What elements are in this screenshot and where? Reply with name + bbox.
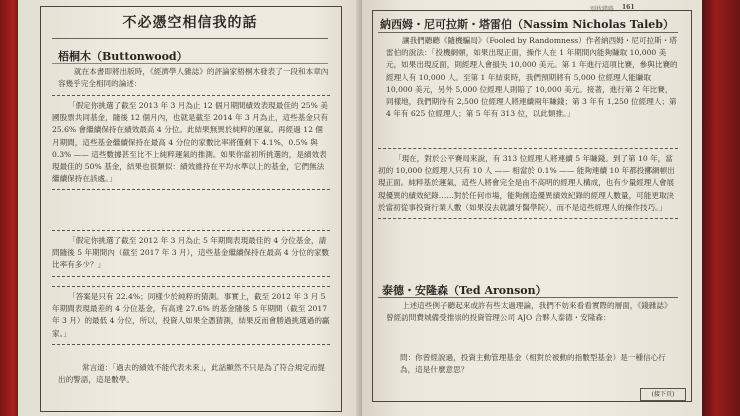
continued-next-page-label: (接下頁) [640,388,686,401]
heading-rule [52,63,328,64]
quote-block-3: 「答案是只有 22.4%；同樣少於純粹的猜測。事實上，截至 2012 年 3 月 5 年期間表現最差的 4 分位基金，有高達 27.6% 的基金隨後 5 年期間（截至 2017 年 3 月）的最低 4 分位，所以，投資人如果全憑猜測，結果反而會勝過挑選過的贏家。」 [52,286,330,345]
section-heading-aronson: 泰德・安隆森（Ted Aronson） [382,284,547,297]
intro-paragraph: 就在本書即將出版時，《經濟學人雜誌》的評論家梧桐木發表了一段和本章內容幾乎完全相同的論述： [58,67,329,89]
book-cover-right-edge [700,0,740,416]
section-heading-buttonwood: 梧桐木（Buttonwood） [58,50,188,63]
heading-rule-aronson [378,297,678,298]
quote-block-1: 「假定你挑選了截至 2013 年 3 月為止 12 個月期間績效表現最佳的 25% 美國股票共同基金，隨後 12 個月內，也就是截至 2014 年 3 月為止，這些基金只有 25.6% 會繼續保持在績效最高 4 分位。此結果無異於純粹的運氣。再經過 12 個月期間，這些基金繼續保持在最高 4 分位的家數比率將僅剩下 4.1%，0.5% 與 0.3% —— 這些數據甚至比不上純粹運氣的推測。如果你當初所挑選的，是績效表現最佳的 50% 基金，結果也很類似：績效維持在平均水準以上的基金，它們無法繼續保持在該處。」 [52,95,330,190]
page-number: 161 [622,4,635,11]
running-head: 別找錯路 [590,6,615,13]
heading-rule-taleb [378,32,678,33]
aronson-intro-paragraph: 上述這些例子聽起來或許有些太過理論，我們不妨來看看實際的層面，《錢雜誌》曾經訪問費城備受推崇的投資管理公司 AJO 合夥人泰德・安隆森： [386,301,672,323]
section-heading-taleb: 納西姆・尼可拉斯・塔雷伯（Nassim Nicholas Taleb） [380,18,674,31]
taleb-intro-paragraph: 讓我們聽聽《隨機騙局》（Fooled by Randomness）作者納西姆・尼可拉斯・塔雷伯的說法：「投機網頓，如果出現正面，操作人在 1 年期間內能夠賺取 10,000 美元，如果出現反面，則經理人會損失 10,000 美元。第 1 年進行這項比賽，參與比賽的經理人有 10,000 人。至第 1 年結束時，我們預期將有 5,000 位經理人能賺取 10,000 美元，另外 5,000 位經理人則賠了 10,000 美元。接著，進行第 2 年比賽，同樣地，我們期待有 2,500 位經理人將連續兩年賺錢；第 3 年有 1,250 位經理人；第 4 年有 625 位經理人；第 5 年有 313 位，以此類推。」 [386,36,678,119]
closing-paragraph: 常言道：「過去的績效不能代表未來」，此話顯然不只是為了符合規定而提出的警語，這是數學。 [58,363,325,385]
taleb-quote-block: 「現在，對於公平賽局來說，有 313 位經理人將連續 5 年賺錢。到了第 10 年，當初的 10,000 位經理人只有 10 人 —— 相當於 0.1% —— 能夠連續 10 年都投擲網頓出現正面。純粹基於運氣，這些人將會完全是由不高明的經理人構成，也有少量經理人會展現優異的績效紀錄……對於任何市場，能夠創造優異績效紀錄的經理人數量，可能更取決於當初從事投資行業人數（如果沒去就讀牙醫學院），而不是這些經理人的操作技巧。」 [378,148,678,219]
sidebar-title: 不必憑空相信我的話 [122,15,258,31]
title-rule [52,38,328,39]
quote-block-2: 「假定你挑選了截至 2012 年 3 月為止 5 年期間表現最佳的 4 分位基金，請問隨後 5 年期間內（截至 2017 年 3 月），這些基金繼續保持在最高 4 分位的家數比率有多少？」 [52,230,330,277]
interview-question: 問：你曾經說過，投資主動管理基金（相對於被動的指數型基金）是一種信心行為，這是什麼意思？ [400,353,666,375]
